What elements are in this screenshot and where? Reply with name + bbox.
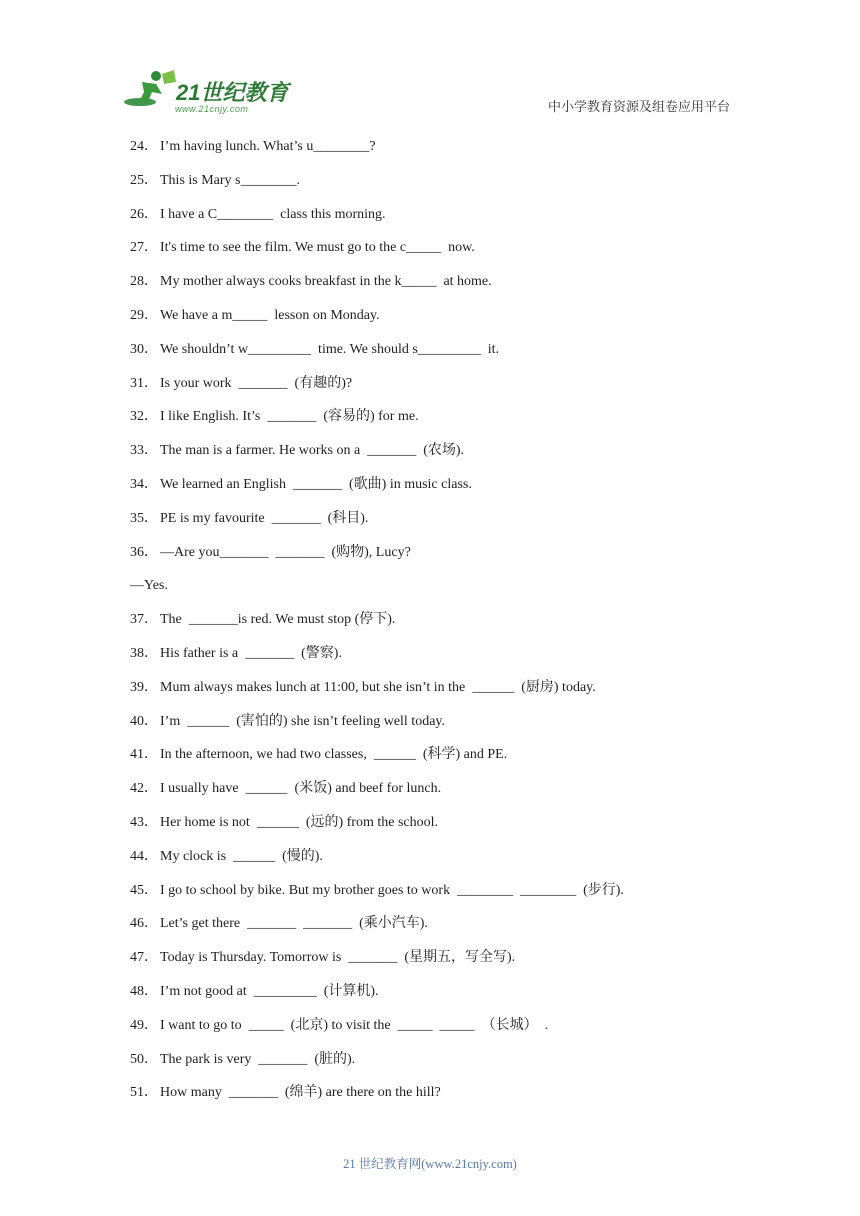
question-text: Is your work _______ (有趣的)? xyxy=(160,375,353,391)
question-text: I have a C________ class this morning. xyxy=(160,206,386,222)
question-text: The man is a farmer. He works on a _______ (农场). xyxy=(160,443,465,459)
question-number: 29． xyxy=(130,307,158,323)
question-number: 26． xyxy=(130,206,158,222)
question-line xyxy=(130,508,770,542)
question-list xyxy=(130,136,770,1116)
logo-text: 21世纪教育 xyxy=(176,80,289,105)
logo-url: www.21cnjy.com xyxy=(175,104,249,114)
question-number: 33． xyxy=(130,443,158,459)
question-text: In the afternoon, we had two classes, ______ (科学) and PE. xyxy=(160,747,508,763)
question-text: We learned an English _______ (歌曲) in music class. xyxy=(160,476,472,492)
question-text: We have a m_____ lesson on Monday. xyxy=(160,307,380,323)
question-number: 50． xyxy=(130,1051,158,1067)
question-number: 44． xyxy=(130,848,158,864)
question-number: 32． xyxy=(130,409,158,425)
question-text: Her home is not ______ (远的) from the school. xyxy=(160,814,439,830)
question-line xyxy=(130,846,770,880)
answer-line xyxy=(130,575,770,609)
question-line xyxy=(130,305,770,339)
question-line xyxy=(130,677,770,711)
page-header xyxy=(0,0,860,125)
question-number: 25． xyxy=(130,172,158,188)
question-text: My clock is ______ (慢的). xyxy=(160,848,323,864)
question-number: 40． xyxy=(130,713,158,729)
question-text: I’m having lunch. What’s u________? xyxy=(160,139,376,154)
question-line xyxy=(130,474,770,508)
question-number: 31． xyxy=(130,375,158,391)
question-number: 41． xyxy=(130,747,158,763)
question-text: The _______is red. We must stop (停下). xyxy=(160,612,396,628)
question-line xyxy=(130,947,770,981)
question-number: 35． xyxy=(130,510,158,526)
question-line xyxy=(130,204,770,238)
question-number: 30． xyxy=(130,341,158,357)
question-line xyxy=(130,711,770,745)
question-text: Today is Thursday. Tomorrow is _______ (星期五，写全写). xyxy=(160,950,516,966)
question-number: 24． xyxy=(130,139,158,154)
question-line xyxy=(130,136,770,170)
question-line xyxy=(130,913,770,947)
question-number: 49． xyxy=(130,1017,158,1033)
question-text: I go to school by bike. But my brother goes to work ________ ________ (步行). xyxy=(160,882,624,898)
question-text: It's time to see the film. We must go to the c_____ now. xyxy=(160,240,475,256)
question-text: —Yes. xyxy=(130,578,168,594)
question-line xyxy=(130,609,770,643)
question-text: Let’s get there _______ _______ (乘小汽车). xyxy=(160,916,428,932)
question-line xyxy=(130,373,770,407)
question-number: 28． xyxy=(130,274,158,290)
question-text: This is Mary s________. xyxy=(160,172,300,188)
question-line xyxy=(130,981,770,1015)
question-text: I usually have ______ (米饭) and beef for lunch. xyxy=(160,781,442,797)
question-number: 42． xyxy=(130,781,158,797)
question-line xyxy=(130,812,770,846)
question-number: 36． xyxy=(130,544,158,560)
question-line xyxy=(130,406,770,440)
question-line xyxy=(130,271,770,305)
question-number: 45． xyxy=(130,882,158,898)
question-line xyxy=(130,170,770,204)
question-text: PE is my favourite _______ (科目). xyxy=(160,510,369,526)
question-text: I’m not good at _________ (计算机). xyxy=(160,983,379,999)
question-line xyxy=(130,778,770,812)
question-number: 39． xyxy=(130,679,158,695)
question-text: The park is very _______ (脏的). xyxy=(160,1051,356,1067)
question-number: 38． xyxy=(130,645,158,661)
question-text: I want to go to _____ (北京) to visit the _____ _____ （长城） . xyxy=(160,1017,549,1033)
question-line xyxy=(130,643,770,677)
question-number: 43． xyxy=(130,814,158,830)
page-footer: 21 世纪教育网(www.21cnjy.com) xyxy=(343,1157,517,1171)
header-tagline: 中小学教育资源及组卷应用平台 xyxy=(547,100,730,115)
question-text: How many _______ (绵羊) are there on the hill? xyxy=(160,1085,441,1101)
question-line xyxy=(130,440,770,474)
question-number: 37． xyxy=(130,612,158,628)
question-text: I’m ______ (害怕的) she isn’t feeling well today. xyxy=(160,713,446,729)
question-text: We shouldn’t w_________ time. We should s_________ it. xyxy=(160,341,500,357)
question-line xyxy=(130,880,770,914)
question-number: 51． xyxy=(130,1085,158,1101)
question-line xyxy=(130,1082,770,1116)
question-line xyxy=(130,1015,770,1049)
question-line xyxy=(130,542,770,576)
question-text: I like English. It’s _______ (容易的) for me. xyxy=(160,409,419,425)
question-text: Mum always makes lunch at 11:00, but she isn’t in the ______ (厨房) today. xyxy=(160,679,596,695)
question-number: 34． xyxy=(130,476,158,492)
question-line xyxy=(130,1049,770,1083)
question-line xyxy=(130,744,770,778)
question-number: 48． xyxy=(130,983,158,999)
question-number: 27． xyxy=(130,240,158,256)
question-text: My mother always cooks breakfast in the k_____ at home. xyxy=(160,274,492,290)
question-number: 47． xyxy=(130,950,158,966)
question-number: 46． xyxy=(130,916,158,932)
question-line xyxy=(130,237,770,271)
question-text: —Are you_______ _______ (购物), Lucy? xyxy=(160,544,411,560)
question-text: His father is a _______ (警察). xyxy=(160,645,342,661)
question-line xyxy=(130,339,770,373)
